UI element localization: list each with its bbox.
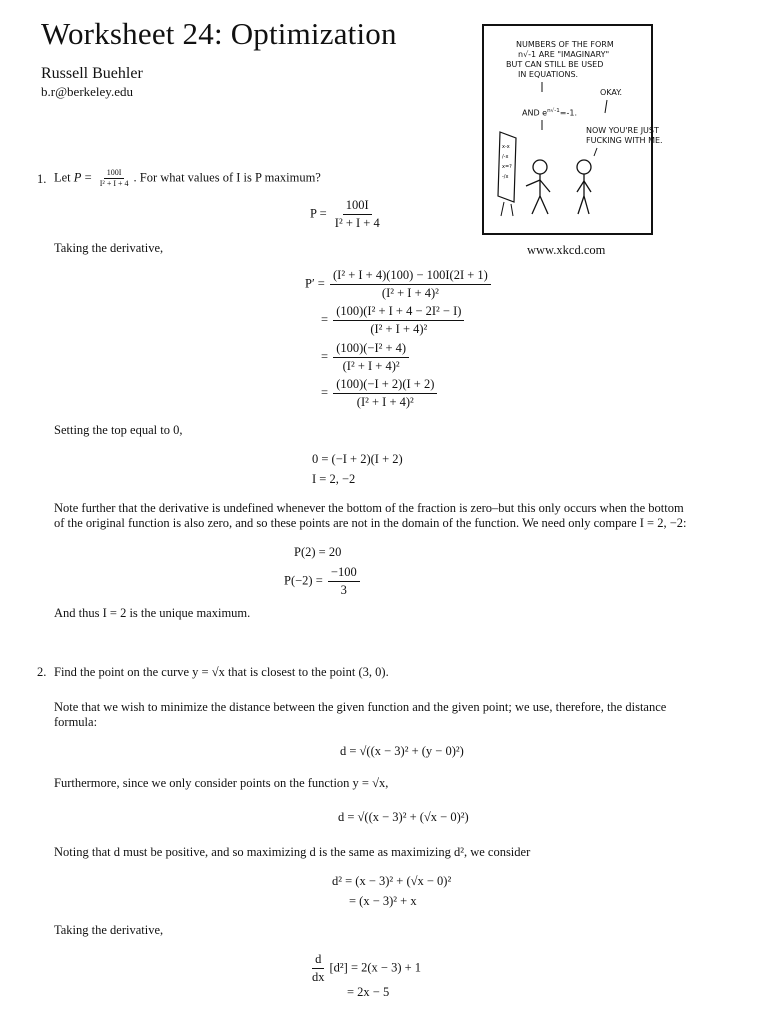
problem-1-number: 1. bbox=[37, 172, 47, 186]
problem-1-prompt: Let P = $\frac{100I}{\text{I² + I + 4}}$ . For what values of I is P maximum? bbox=[54, 168, 321, 188]
problem-2-taking-derivative: Taking the derivative, bbox=[54, 923, 164, 937]
equation-zero: 0 = (−I + 2)(I + 2) bbox=[312, 452, 403, 466]
problem-1-setting-top: Setting the top equal to 0, bbox=[54, 423, 183, 437]
problem-1-conclusion: And thus I = 2 is the unique maximum. bbox=[54, 606, 251, 620]
problem-2-number: 2. bbox=[37, 665, 47, 679]
comic-and-text: AND $e^{n√-1}=-1$. bbox=[522, 108, 578, 118]
derivative-step-3: = $\frac{\text{(100)(−I² + 4)}}{\text{(I² + I + 4)²}}$ bbox=[321, 341, 411, 374]
comic-okay-text: OKAY. bbox=[600, 88, 623, 97]
comic-reply-line: FUCKING WITH ME. bbox=[586, 136, 663, 145]
svg-text:/-x: /-x bbox=[502, 154, 509, 160]
page-title: Worksheet 24: Optimization bbox=[41, 16, 397, 51]
equation-p-definition: P = $\frac{100I}{\text{I² + I + 4}}$ bbox=[310, 198, 380, 230]
author-name: Russell Buehler bbox=[41, 65, 143, 82]
comic-caption-line: IN EQUATIONS. bbox=[518, 70, 579, 79]
problem-2-noting: Noting that d must be positive, and so maximizing d is the same as maximizing d², we consider bbox=[54, 845, 531, 859]
problem-2-prompt: Find the point on the curve y = √x that is closest to the point (3, 0). bbox=[54, 665, 389, 679]
equation-distance-1: d = √((x − 3)² + (y − 0)²) bbox=[340, 744, 464, 758]
problem-2-note-line: formula: bbox=[54, 715, 98, 729]
problem-1-taking-derivative: Taking the derivative, bbox=[54, 241, 164, 255]
equation-i-values: I = 2, −2 bbox=[312, 472, 356, 486]
equation-derivative-2: = 2x − 5 bbox=[347, 985, 390, 999]
svg-text:x=?: x=? bbox=[502, 164, 512, 170]
equation-derivative-1: $\frac{d}{dx}$ [d²] = 2(x − 3) + 1 bbox=[312, 952, 422, 984]
xkcd-comic bbox=[482, 24, 663, 235]
equation-p-of-minus-2: P(−2) = $\frac{-100}{3}$ bbox=[284, 565, 362, 598]
problem-2-note-line: Note that we wish to minimize the distance between the given function and the given point; we use, therefore, the distance bbox=[54, 700, 667, 714]
problem-1-note-line: Note further that the derivative is undefined whenever the bottom of the fraction is zero–but this only occurs when the bottom bbox=[54, 501, 684, 515]
equation-d-squared-1: d² = (x − 3)² + (√x − 0)² bbox=[332, 874, 452, 888]
svg-text:x-x: x-x bbox=[502, 144, 510, 150]
equation-p-of-2: P(2) = 20 bbox=[294, 545, 342, 559]
comic-caption-line: NUMBERS OF THE FORM bbox=[516, 40, 614, 49]
equation-d-squared-2: = (x − 3)² + x bbox=[349, 894, 417, 908]
derivative-step-4: = $\frac{(100)(-I + 2)(I + 2)}{\text{(I² + I + 4)²}}$ bbox=[321, 377, 439, 410]
svg-text:-/x: -/x bbox=[502, 174, 509, 180]
derivative-step-2: = $\frac{\text{(100)(I² + I + 4 − 2I² − I)}}{\text{(I² + I + 4)²}}$ bbox=[321, 304, 466, 337]
comic-credit: www.xkcd.com bbox=[527, 243, 606, 257]
comic-reply-line: NOW YOU'RE JUST bbox=[586, 126, 659, 135]
author-email: b.r@berkeley.edu bbox=[41, 84, 133, 99]
comic-drawing bbox=[484, 26, 651, 233]
equation-distance-2: d = √((x − 3)² + (√x − 0)²) bbox=[338, 810, 469, 824]
problem-1-note-line: of the original function is also zero, and so these points are not in the domain of the function. We need only compare I = 2, −2: bbox=[54, 516, 687, 530]
problem-2-furthermore: Furthermore, since we only consider points on the function y = √x, bbox=[54, 776, 389, 790]
comic-caption-line: n√-1 ARE "IMAGINARY" bbox=[518, 50, 610, 59]
derivative-step-1: P′ = $\frac{\text{(I² + I + 4)(100) − 100I(2I + 1)}}{\text{(I² + I + 4)²}}$ bbox=[305, 268, 493, 301]
comic-caption-line: BUT CAN STILL BE USED bbox=[506, 60, 604, 69]
